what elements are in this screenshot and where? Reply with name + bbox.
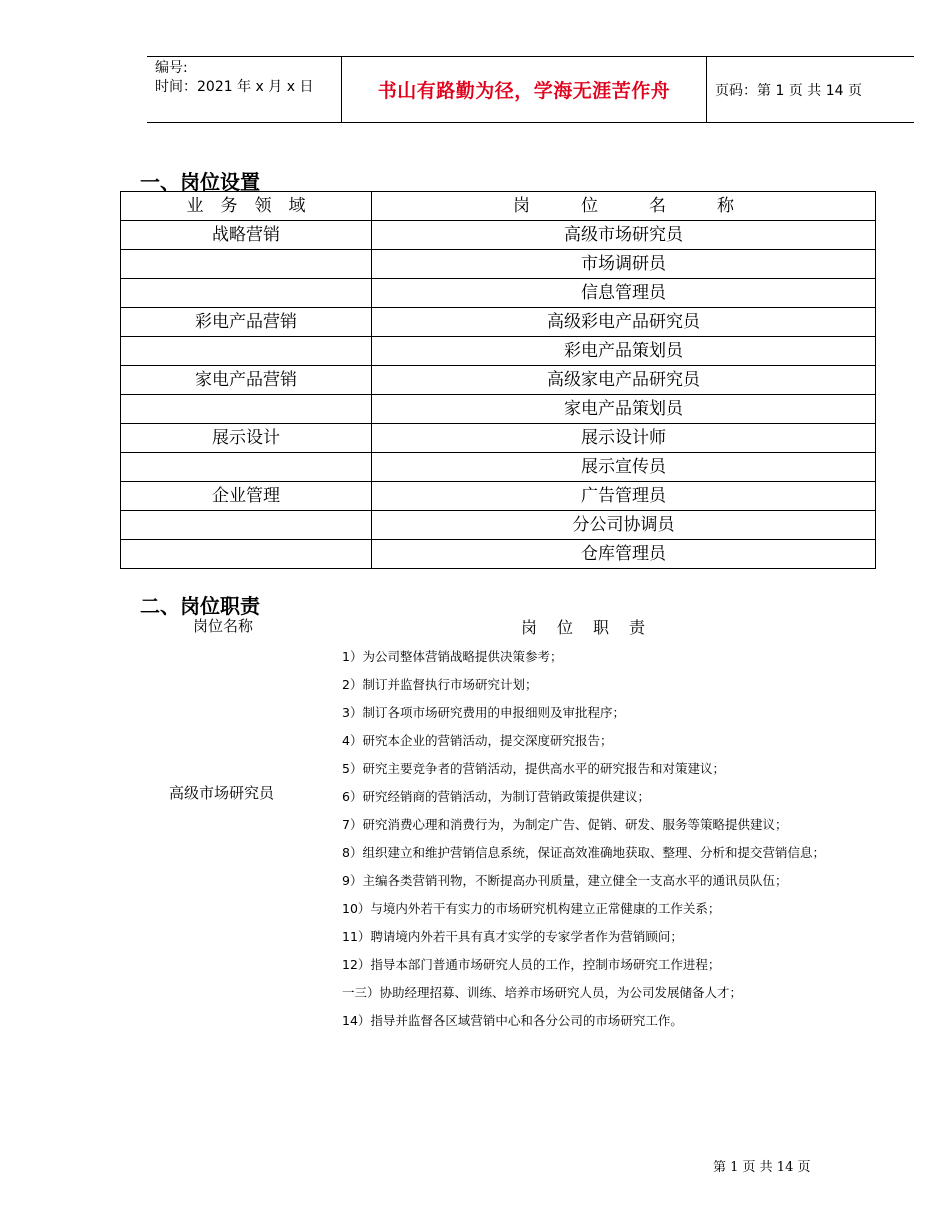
business-domain-cell	[121, 395, 372, 424]
list-item: 3）制订各项市场研究费用的申报细则及审批程序；	[342, 705, 625, 720]
position-name-cell: 高级市场研究员	[372, 221, 876, 250]
document-number-label: 编号:	[155, 60, 188, 76]
table-row	[121, 511, 876, 540]
column-header-domain: 业 务 领 域	[121, 192, 372, 221]
position-name-cell: 高级家电产品研究员	[372, 366, 876, 395]
header-meta	[155, 59, 313, 97]
duties-column-header-name: 岗位名称	[193, 617, 254, 635]
table-row	[121, 424, 876, 453]
positions-table	[120, 191, 876, 569]
list-item: 一三）协助经理招募、训练、培养市场研究人员，为公司发展储备人才；	[342, 985, 743, 1000]
business-domain-cell: 展示设计	[121, 424, 372, 453]
document-time: 时间：2021 年 x 月 x 日	[155, 79, 314, 95]
table-row	[121, 250, 876, 279]
list-item: 1）为公司整体营销战略提供决策参考；	[342, 649, 563, 664]
position-name-cell: 家电产品策划员	[372, 395, 876, 424]
table-row	[121, 221, 876, 250]
list-item: 7）研究消费心理和消费行为，为制定广告、促销、研发、服务等策略提供建议；	[342, 817, 788, 832]
business-domain-cell: 企业管理	[121, 482, 372, 511]
business-domain-cell	[121, 337, 372, 366]
page-header	[147, 56, 914, 123]
table-row	[121, 308, 876, 337]
list-item: 9）主编各类营销刊物，不断提高办刊质量，建立健全一支高水平的通讯员队伍；	[342, 873, 788, 888]
table-row	[121, 482, 876, 511]
list-item: 10）与境内外若干有实力的市场研究机构建立正常健康的工作关系；	[342, 901, 721, 916]
header-motto-cell	[341, 57, 707, 122]
column-header-position: 岗 位 名 称	[372, 192, 876, 221]
duty-list	[342, 643, 867, 1035]
business-domain-cell	[121, 250, 372, 279]
header-page-info: 页码：第 1 页 共 14 页	[715, 82, 862, 99]
list-item: 8）组织建立和维护营销信息系统，保证高效准确地获取、整理、分析和提交营销信息；	[342, 845, 825, 860]
list-item: 4）研究本企业的营销活动，提交深度研究报告；	[342, 733, 613, 748]
business-domain-cell	[121, 540, 372, 569]
position-name-cell: 仓库管理员	[372, 540, 876, 569]
table-row	[121, 453, 876, 482]
position-name-cell: 展示宣传员	[372, 453, 876, 482]
list-item: 6）研究经销商的营销活动，为制订营销政策提供建议；	[342, 789, 650, 804]
business-domain-cell: 家电产品营销	[121, 366, 372, 395]
table-row	[121, 337, 876, 366]
table-row	[121, 540, 876, 569]
position-name-cell: 高级彩电产品研究员	[372, 308, 876, 337]
table-row	[121, 395, 876, 424]
business-domain-cell: 彩电产品营销	[121, 308, 372, 337]
list-item: 14）指导并监督各区域营销中心和各分公司的市场研究工作。	[342, 1013, 683, 1028]
list-item: 2）制订并监督执行市场研究计划；	[342, 677, 538, 692]
section-title-positions: 一、岗位设置	[140, 170, 260, 194]
business-domain-cell	[121, 453, 372, 482]
table-row	[121, 279, 876, 308]
page-footer: 第 1 页 共 14 页	[713, 1160, 811, 1175]
header-motto: 书山有路勤为径，学海无涯苦作舟	[377, 80, 671, 102]
list-item: 11）聘请境内外若干具有真才实学的专家学者作为营销顾问；	[342, 929, 683, 944]
position-name-cell: 彩电产品策划员	[372, 337, 876, 366]
duties-column-header-resp: 岗位职责	[521, 618, 666, 637]
position-name-cell: 分公司协调员	[372, 511, 876, 540]
duty-role-name: 高级市场研究员	[169, 784, 275, 802]
business-domain-cell: 战略营销	[121, 221, 372, 250]
position-name-cell: 广告管理员	[372, 482, 876, 511]
business-domain-cell	[121, 279, 372, 308]
position-name-cell: 市场调研员	[372, 250, 876, 279]
business-domain-cell	[121, 511, 372, 540]
list-item: 12）指导本部门普通市场研究人员的工作，控制市场研究工作进程；	[342, 957, 721, 972]
position-name-cell: 展示设计师	[372, 424, 876, 453]
section-title-duties: 二、岗位职责	[140, 594, 260, 618]
list-item: 5）研究主要竞争者的营销活动，提供高水平的研究报告和对策建议；	[342, 761, 725, 776]
table-header-row	[121, 192, 876, 221]
table-row	[121, 366, 876, 395]
position-name-cell: 信息管理员	[372, 279, 876, 308]
